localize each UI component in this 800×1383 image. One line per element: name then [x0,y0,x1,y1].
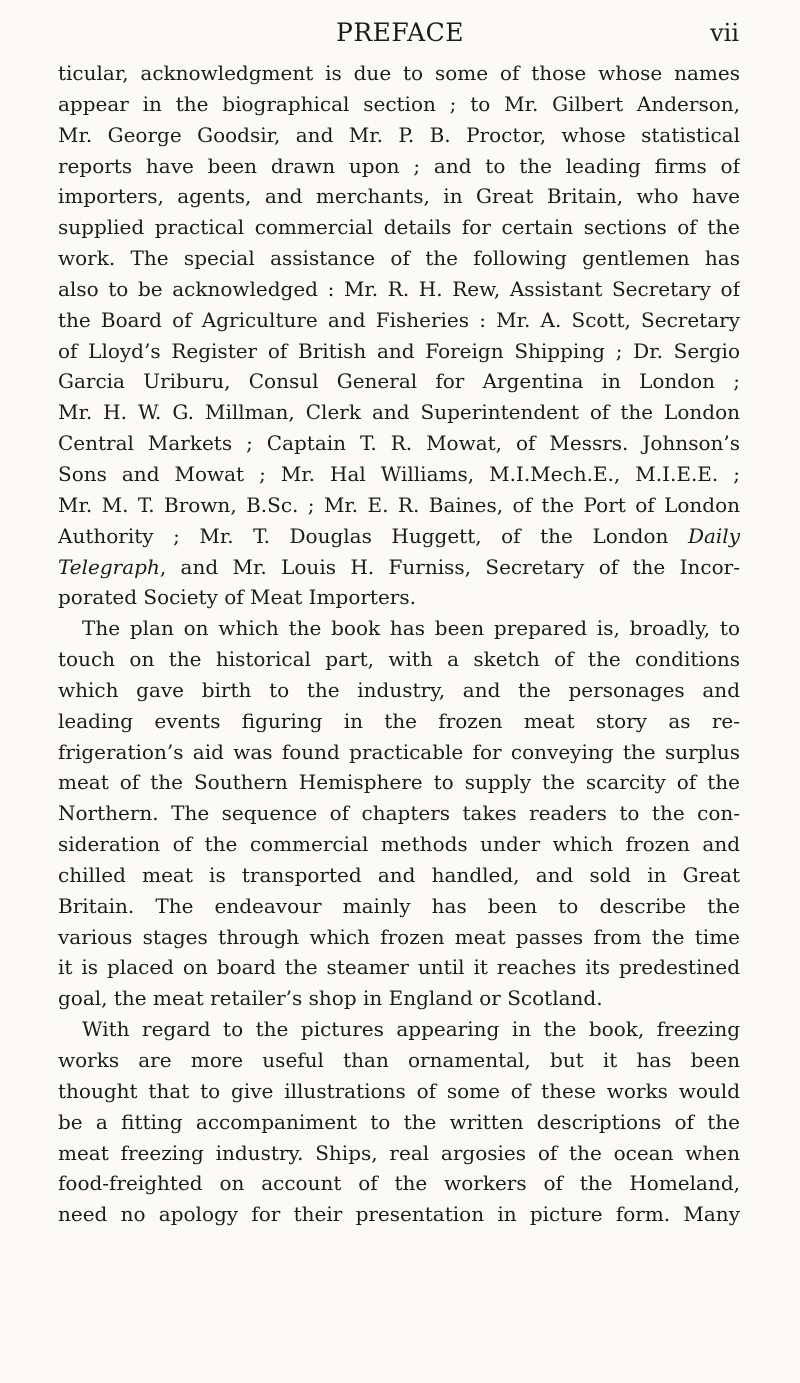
text-line: chilled meat is transported and handled, and sold in Great [58,862,740,887]
text-line: importers, agents, and merchants, in Great Britain, who have [58,184,740,209]
text-line: thought that to give illustrations of some of these works would [58,1078,740,1103]
text-line: of Lloyd’s Register of British and Foreign Shipping ; Dr. Sergio [58,338,740,363]
text-line: need no apology for their presentation in picture form. Many [58,1202,740,1227]
text-line: appear in the biographical section ; to Mr. Gilbert Anderson, [58,91,740,116]
paragraph-start-line: The plan on which the book has been prepared is, broadly, to [82,616,740,641]
text-segment: Authority ; Mr. T. Douglas Huggett, of the London [58,523,669,548]
text-line-with-daily [58,521,740,552]
running-title: PREFACE [336,18,464,47]
text-line: supplied practical commercial details for certain sections of the [58,215,740,240]
text-line: reports have been drawn upon ; and to the leading firms of [58,153,740,178]
text-line: it is placed on board the steamer until it reaches its predestined [58,955,740,980]
page-number: vii [710,19,739,47]
body-text [58,58,740,1230]
text-line: Britain. The endeavour mainly has been to describe the [58,893,740,918]
text-line: meat of the Southern Hemisphere to supply the scarcity of the [58,770,740,795]
text-line: ticular, acknowledgment is due to some of those whose names [58,61,740,85]
text-line: leading events figuring in the frozen meat story as re- [58,708,740,733]
text-line: Sons and Mowat ; Mr. Hal Williams, M.I.Mech.E., M.I.E.E. ; [58,461,740,486]
italic-telegraph: Telegraph [58,554,160,579]
paragraph-start-line: With regard to the pictures appearing in the book, freezing [82,1017,740,1042]
text-line: Mr. M. T. Brown, B.Sc. ; Mr. E. R. Baines, of the Port of London [58,492,740,517]
text-line: Mr. George Goodsir, and Mr. P. B. Proctor, whose statistical [58,122,740,147]
italic-daily: Daily [687,523,740,548]
text-line: meat freezing industry. Ships, real argosies of the ocean when [58,1140,740,1165]
text-line: sideration of the commercial methods under which frozen and [58,832,740,857]
text-line: Mr. H. W. G. Millman, Clerk and Superintendent of the London [58,400,740,425]
text-line: be a fitting accompaniment to the written descriptions of the [58,1109,740,1134]
text-line: work. The special assistance of the following gentlemen has [58,246,740,271]
text-line: Garcia Uriburu, Consul General for Argentina in London ; [58,369,740,394]
paragraph-end-line: goal, the meat retailer’s shop in England or Scotland. [58,986,603,1011]
text-line: various stages through which frozen meat passes from the time [58,924,740,949]
text-line: touch on the historical part, with a sketch of the conditions [58,647,740,672]
paragraph-end-line: porated Society of Meat Importers. [58,585,416,610]
text-line: food-freighted on account of the workers of the Homeland, [58,1171,740,1196]
text-line: works are more useful than ornamental, but it has been [58,1048,740,1072]
text-line: also to be acknowledged : Mr. R. H. Rew, Assistant Secretary of [58,276,740,301]
text-line: Northern. The sequence of chapters takes readers to the con- [58,801,740,826]
text-line: the Board of Agriculture and Fisheries : Mr. A. Scott, Secretary [58,307,740,332]
running-head [0,12,800,52]
text-line-with-telegraph [58,552,740,583]
text-line: Central Markets ; Captain T. R. Mowat, of Messrs. Johnson’s [58,431,740,456]
text-line: frigeration’s aid was found practicable for conveying the surplus [58,739,740,764]
text-line: which gave birth to the industry, and the personages and [58,677,740,702]
text-segment: , and Mr. Louis H. Furniss, Secretary of the Incor- [159,554,740,579]
